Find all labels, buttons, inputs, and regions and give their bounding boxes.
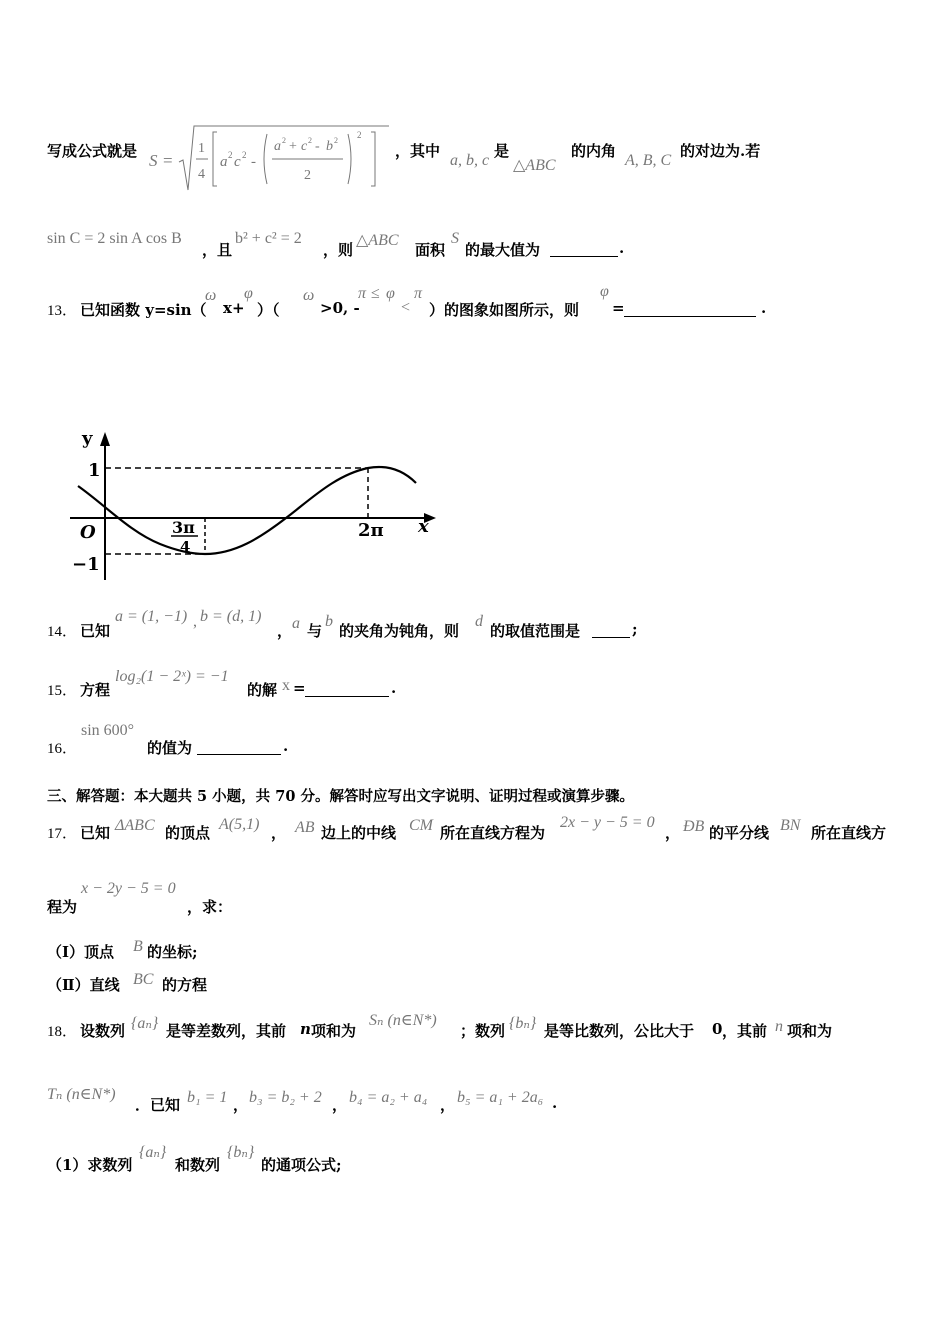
q14-vec-a: a = (1, −1)	[115, 608, 188, 625]
tick-2pi: 2π	[358, 520, 384, 541]
q17-text7: 程为	[47, 898, 78, 916]
q18-cond3: b₄ = a₂ + a₄	[349, 1089, 428, 1106]
q14-with: 与	[307, 622, 323, 640]
question-16	[47, 722, 907, 757]
q13-phi: φ	[244, 285, 253, 302]
q13-pi2: π	[414, 285, 423, 302]
section-3-heading: 三、解答题：本大题共 5 小题，共 70 分。解答时应写出文字说明、证明过程或演算步骤。	[47, 788, 634, 805]
svg-text:S: S	[149, 151, 158, 170]
q17-text3: 边上的中线	[321, 824, 397, 842]
q14-b: b	[325, 613, 333, 630]
svg-text:=: =	[163, 151, 173, 170]
q13-le: ≤	[371, 285, 380, 302]
sine-graph-svg	[60, 420, 450, 590]
angles-abc: A, B, C	[625, 152, 672, 169]
svg-text:2: 2	[304, 168, 311, 183]
cond-sine: sin C = 2 sin A cos B	[47, 230, 182, 247]
svg-text:2: 2	[228, 150, 233, 160]
q18-text4: ；数列	[460, 1022, 506, 1040]
q17-part2	[47, 971, 447, 995]
q18-text8: ．已知	[135, 1096, 181, 1114]
q13-text5: ）的图象如图所示，则	[429, 301, 580, 319]
svg-text:2: 2	[334, 136, 338, 145]
q13-text3: ）（	[257, 301, 280, 319]
q16-expression: sin 600°	[81, 722, 135, 739]
answer-blank-12[interactable]	[550, 242, 618, 257]
q17-c2: ，	[665, 824, 681, 842]
q14-number: 14．	[47, 624, 78, 640]
q16-text: 的值为	[147, 739, 193, 757]
q13-text2: x+	[223, 299, 245, 317]
y-axis-arrow	[100, 432, 110, 446]
q18-part1-text-b: 的通项公式;	[261, 1156, 342, 1174]
q13-period: .	[761, 299, 767, 317]
svg-text:-: -	[315, 139, 320, 154]
svg-text:2: 2	[282, 136, 286, 145]
q18-zero: 0	[712, 1020, 723, 1038]
q17-part1-b: B	[133, 938, 143, 955]
q18-cond1: b₁ = 1	[187, 1089, 228, 1106]
q18-n: n	[300, 1020, 311, 1038]
q18-sep3: ，	[440, 1096, 456, 1114]
q17-part2-bc: BC	[133, 971, 154, 988]
q18-sn: Sₙ (n∈N*)	[369, 1012, 437, 1029]
formula-mid2: 是	[494, 142, 510, 160]
svg-text:b: b	[326, 139, 333, 154]
q18-n2: n	[775, 1018, 783, 1035]
answer-blank-16[interactable]	[197, 740, 281, 755]
q17-cm: CM	[409, 817, 433, 834]
tick-minus-one: −1	[72, 554, 100, 575]
q14-text2: 的夹角为钝角，则	[339, 622, 460, 640]
cond-area: 面积	[415, 241, 446, 259]
question-14	[47, 605, 907, 640]
q18-sep2: ，	[332, 1096, 348, 1114]
q18-text1: 设数列	[80, 1022, 126, 1040]
q17-bisector-equation: x − 2y − 5 = 0	[81, 880, 176, 897]
cond-triangle: △ABC	[356, 232, 399, 249]
triangle-abc: △ABC	[513, 157, 556, 174]
question-17	[47, 812, 927, 842]
area-formula-svg	[147, 122, 397, 198]
area-formula	[147, 122, 397, 202]
cond-s: S	[451, 230, 459, 247]
q18-end: .	[552, 1094, 558, 1112]
cond-then: ，则	[323, 241, 354, 259]
q14-d: d	[475, 613, 483, 630]
q18-text6: ，其前	[722, 1022, 768, 1040]
q13-text1: 已知函数 y=sin（	[80, 301, 207, 319]
q17-text6: 所在直线方	[811, 824, 887, 842]
q14-vec-b: b = (d, 1)	[200, 608, 262, 625]
q13-pi1: π	[358, 285, 367, 302]
q18-number: 18．	[47, 1024, 78, 1040]
q17-c1: ，	[271, 824, 287, 842]
formula-prefix: 写成公式就是	[47, 142, 138, 160]
svg-text:4: 4	[198, 167, 205, 182]
q18-part1-an: {aₙ}	[139, 1144, 167, 1161]
svg-text:2: 2	[308, 136, 312, 145]
question-13	[47, 283, 907, 319]
sides-abc: a, b, c	[450, 152, 490, 169]
q13-text4: >0, -	[320, 299, 360, 317]
svg-text:-: -	[251, 154, 256, 170]
q13-omega2: ω	[303, 287, 315, 304]
answer-blank-13[interactable]	[624, 302, 756, 317]
q14-end: ;	[632, 620, 638, 638]
q17-part2-text-a: （Ⅱ）直线	[47, 976, 120, 994]
formula-mid1: ，其中	[395, 142, 441, 160]
q13-phi3: φ	[600, 283, 609, 300]
q15-text2: 的解	[247, 681, 278, 699]
q14-comma2: ，	[277, 622, 293, 640]
q18-an: {aₙ}	[131, 1015, 159, 1032]
formula-suffix: 的对边为.若	[680, 142, 761, 160]
tick-one: 1	[88, 460, 101, 481]
svg-text:a: a	[274, 139, 281, 154]
cond-ask: 的最大值为	[465, 241, 541, 259]
q17-triangle: ΔABC	[115, 817, 155, 834]
question-15	[47, 664, 907, 699]
q15-equation: log₂(1 − 2ˣ) = −1	[115, 668, 229, 685]
svg-text:c: c	[234, 154, 241, 170]
line-condition	[47, 228, 907, 258]
cond-sum: b² + c² = 2	[235, 230, 302, 247]
q17-text5: 的平分线	[709, 824, 770, 842]
q15-end: .	[391, 679, 397, 697]
tick-3pi-numerator: 3π	[172, 518, 195, 537]
q17-median-equation: 2x − y − 5 = 0	[560, 814, 655, 831]
q18-sep1: ，	[233, 1096, 249, 1114]
q18-text7: 项和为	[787, 1022, 833, 1040]
q18-tn: Tₙ (n∈N*)	[47, 1086, 116, 1103]
q18-text2: 是等差数列，其前	[166, 1022, 287, 1040]
q18-cond2: b₃ = b₂ + 2	[249, 1089, 322, 1106]
q16-number: 16．	[47, 741, 78, 757]
x-label: x	[418, 516, 429, 537]
q14-text1: 已知	[80, 622, 111, 640]
q18-part1-and: 和数列	[175, 1156, 221, 1174]
q17-part1-text-a: （Ⅰ）顶点	[47, 943, 115, 961]
q17-part2-text-b: 的方程	[162, 976, 208, 994]
q14-a: a	[292, 615, 300, 632]
q15-x: x	[282, 677, 290, 694]
q14-comma: ,	[193, 613, 197, 630]
q13-lt: <	[401, 299, 411, 316]
q16-end: .	[283, 737, 289, 755]
q18-text5: 是等比数列，公比大于	[544, 1022, 695, 1040]
q15-eqsign: =	[293, 679, 306, 697]
q15-number: 15．	[47, 683, 78, 699]
q17-vertex-a: A(5,1)	[219, 816, 260, 833]
svg-text:1: 1	[198, 141, 205, 156]
q14-text3: 的取值范围是	[490, 622, 581, 640]
q18-bn: {bₙ}	[509, 1015, 537, 1032]
y-label: y	[82, 428, 93, 449]
q17-text8: ，求：	[187, 898, 233, 916]
q17-angle-b: ÐB	[683, 818, 705, 835]
answer-blank-14[interactable]	[592, 623, 630, 638]
sine-graph	[60, 420, 450, 590]
origin-label: O	[80, 522, 96, 543]
q13-phi2: φ	[386, 285, 395, 302]
svg-text:a: a	[220, 154, 228, 170]
svg-text:2: 2	[357, 130, 362, 140]
q17-part1-text-b: 的坐标;	[147, 943, 198, 961]
line-formula	[47, 100, 907, 183]
q17-text4: 所在直线方程为	[440, 824, 546, 842]
q13-eq: =	[612, 299, 625, 317]
formula-mid3: 的内角	[571, 142, 617, 160]
question-18-line2	[47, 1080, 927, 1114]
q17-number: 17．	[47, 826, 78, 842]
q18-text3: 项和为	[311, 1022, 357, 1040]
q13-omega: ω	[205, 287, 217, 304]
q15-text1: 方程	[80, 681, 111, 699]
q18-part1	[47, 1140, 547, 1174]
cond-period: .	[619, 239, 625, 257]
q18-cond4: b₅ = a₁ + 2a₆	[457, 1089, 544, 1106]
q17-ab: AB	[295, 819, 315, 836]
q13-number: 13．	[47, 303, 78, 319]
q18-part1-bn: {bₙ}	[227, 1144, 255, 1161]
tick-3pi-denominator: 4	[180, 538, 191, 556]
q17-text2: 的顶点	[165, 824, 211, 842]
q17-bn: BN	[780, 817, 801, 834]
answer-blank-15[interactable]	[305, 682, 389, 697]
q17-part1	[47, 938, 447, 962]
svg-text:+: +	[289, 139, 297, 154]
q17-text1: 已知	[80, 824, 111, 842]
q18-part1-text-a: （1）求数列	[47, 1156, 133, 1174]
svg-text:c: c	[301, 139, 308, 154]
question-18	[47, 1008, 927, 1042]
cond-and: ，且	[202, 241, 233, 259]
svg-text:2: 2	[242, 150, 247, 160]
question-17-line2	[47, 880, 547, 916]
